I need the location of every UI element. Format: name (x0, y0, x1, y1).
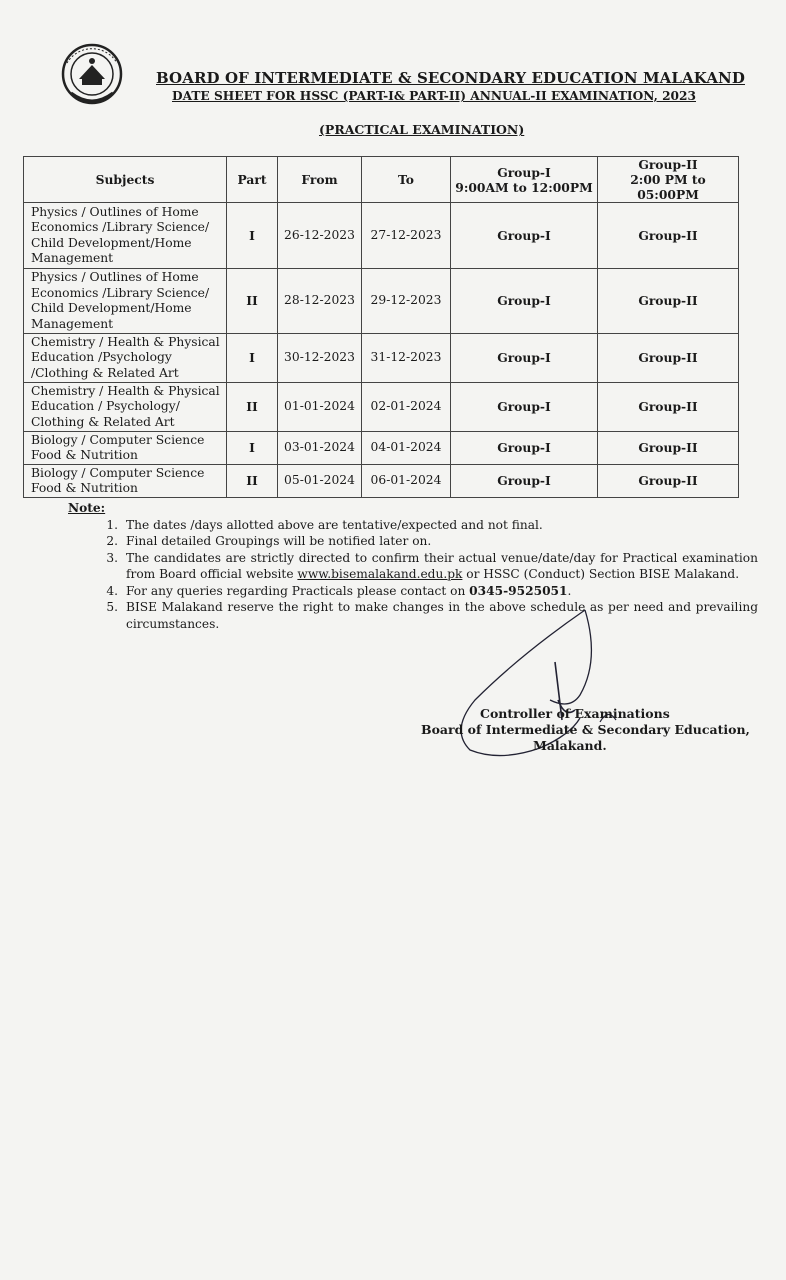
note-number: 2. (106, 534, 118, 548)
col-to: To (362, 157, 451, 203)
note-number: 5. (106, 600, 118, 614)
note-number: 1. (106, 517, 118, 532)
group1-cell: Group-I (451, 465, 598, 498)
exam-type-heading: (PRACTICAL EXAMINATION) (319, 122, 525, 137)
note-number: 4. (106, 583, 118, 598)
table-row (24, 383, 739, 432)
to-date-cell: 27-12-2023 (362, 203, 451, 269)
group2-cell: Group-II (598, 334, 739, 383)
table-row (24, 203, 739, 269)
board-title: BOARD OF INTERMEDIATE & SECONDARY EDUCATION MALAKAND (156, 69, 745, 87)
note-number: 3. (106, 550, 118, 565)
from-date-cell: 26-12-2023 (278, 203, 362, 269)
group1-cell: Group-I (451, 269, 598, 334)
table-row (24, 432, 739, 465)
group2-cell: Group-II (598, 269, 739, 334)
part-cell: I (227, 203, 278, 269)
from-date-cell: 01-01-2024 (278, 383, 362, 432)
subject-cell: Physics / Outlines of Home Economics /Library Science/ Child Development/Home Management (24, 269, 227, 334)
table-row (24, 269, 739, 334)
from-date-cell: 28-12-2023 (278, 269, 362, 334)
from-date-cell: 03-01-2024 (278, 432, 362, 465)
col-group1 (451, 157, 598, 203)
note-item (68, 550, 758, 583)
from-date-cell: 05-01-2024 (278, 465, 362, 498)
from-date-cell: 30-12-2023 (278, 334, 362, 383)
note-item (68, 583, 758, 600)
col-group2 (598, 157, 739, 203)
note-text: The dates /days allotted above are tentative/expected and not final. (126, 517, 543, 532)
table-header-row (24, 157, 739, 203)
note-item (68, 517, 758, 534)
table-row (24, 465, 739, 498)
group1-name: Group-I (497, 164, 551, 180)
note-text-part: or HSSC (Conduct) Section BISE Malakand. (462, 567, 740, 581)
note-text: BISE Malakand reserve the right to make changes in the above schedule as per need and prevailing circumstances. (126, 600, 758, 631)
group2-cell: Group-II (598, 432, 739, 465)
note-text-part: For any queries regarding Practicals please contact on (126, 583, 470, 598)
notes-section (68, 500, 758, 632)
col-subjects: Subjects (24, 157, 227, 203)
note-text (126, 550, 758, 583)
group2-name: Group-II (638, 157, 698, 172)
part-cell: II (227, 269, 278, 334)
part-cell: II (227, 383, 278, 432)
website-link[interactable]: www.bisemalakand.edu.pk (297, 567, 463, 581)
table-row (24, 334, 739, 383)
group1-cell: Group-I (451, 383, 598, 432)
notes-title: Note: (68, 501, 106, 515)
signature-location: Malakand. (533, 738, 607, 753)
to-date-cell: 31-12-2023 (362, 334, 451, 383)
signature-designation: Controller of Examinations (480, 706, 670, 721)
note-text-part: . (567, 583, 572, 598)
subject-cell: Biology / Computer Science Food & Nutrition (24, 465, 227, 498)
note-text-part: The candidates are strictly directed to confirm their actual venue/date/day for Practical examination from Board official website (126, 550, 758, 581)
subject-cell: Biology / Computer Science Food & Nutrition (24, 432, 227, 465)
to-date-cell: 04-01-2024 (362, 432, 451, 465)
subject-cell: Physics / Outlines of Home Economics /Library Science/ Child Development/Home Management (24, 203, 227, 269)
date-sheet-subtitle: DATE SHEET FOR HSSC (PART-I& PART-II) ANNUAL-II EXAMINATION, 2023 (172, 89, 696, 103)
group1-cell: Group-I (451, 203, 598, 269)
note-text (126, 583, 758, 600)
to-date-cell: 06-01-2024 (362, 465, 451, 498)
subject-cell: Chemistry / Health & Physical Education /Psychology /Clothing & Related Art (24, 334, 227, 383)
bise-seal-logo (57, 43, 127, 107)
note-text: Final detailed Groupings will be notified later on. (126, 534, 432, 548)
group1-cell: Group-I (451, 334, 598, 383)
group2-cell: Group-II (598, 465, 739, 498)
part-cell: I (227, 432, 278, 465)
signature-organization: Board of Intermediate & Secondary Education, (421, 722, 750, 737)
part-cell: II (227, 465, 278, 498)
part-cell: I (227, 334, 278, 383)
group1-time: 9:00AM to 12:00PM (455, 179, 593, 195)
date-sheet-table (23, 156, 739, 498)
col-from: From (278, 157, 362, 203)
group1-cell: Group-I (451, 432, 598, 465)
group2-cell: Group-II (598, 383, 739, 432)
group2-cell: Group-II (598, 203, 739, 269)
group2-time: 2:00 PM to 05:00PM (630, 172, 706, 202)
note-item (68, 533, 758, 550)
subject-cell: Chemistry / Health & Physical Education / Psychology/ Clothing & Related Art (24, 383, 227, 432)
to-date-cell: 29-12-2023 (362, 269, 451, 334)
contact-phone: 0345-9525051 (469, 583, 568, 598)
to-date-cell: 02-01-2024 (362, 383, 451, 432)
note-item (68, 599, 758, 632)
col-part: Part (227, 157, 278, 203)
